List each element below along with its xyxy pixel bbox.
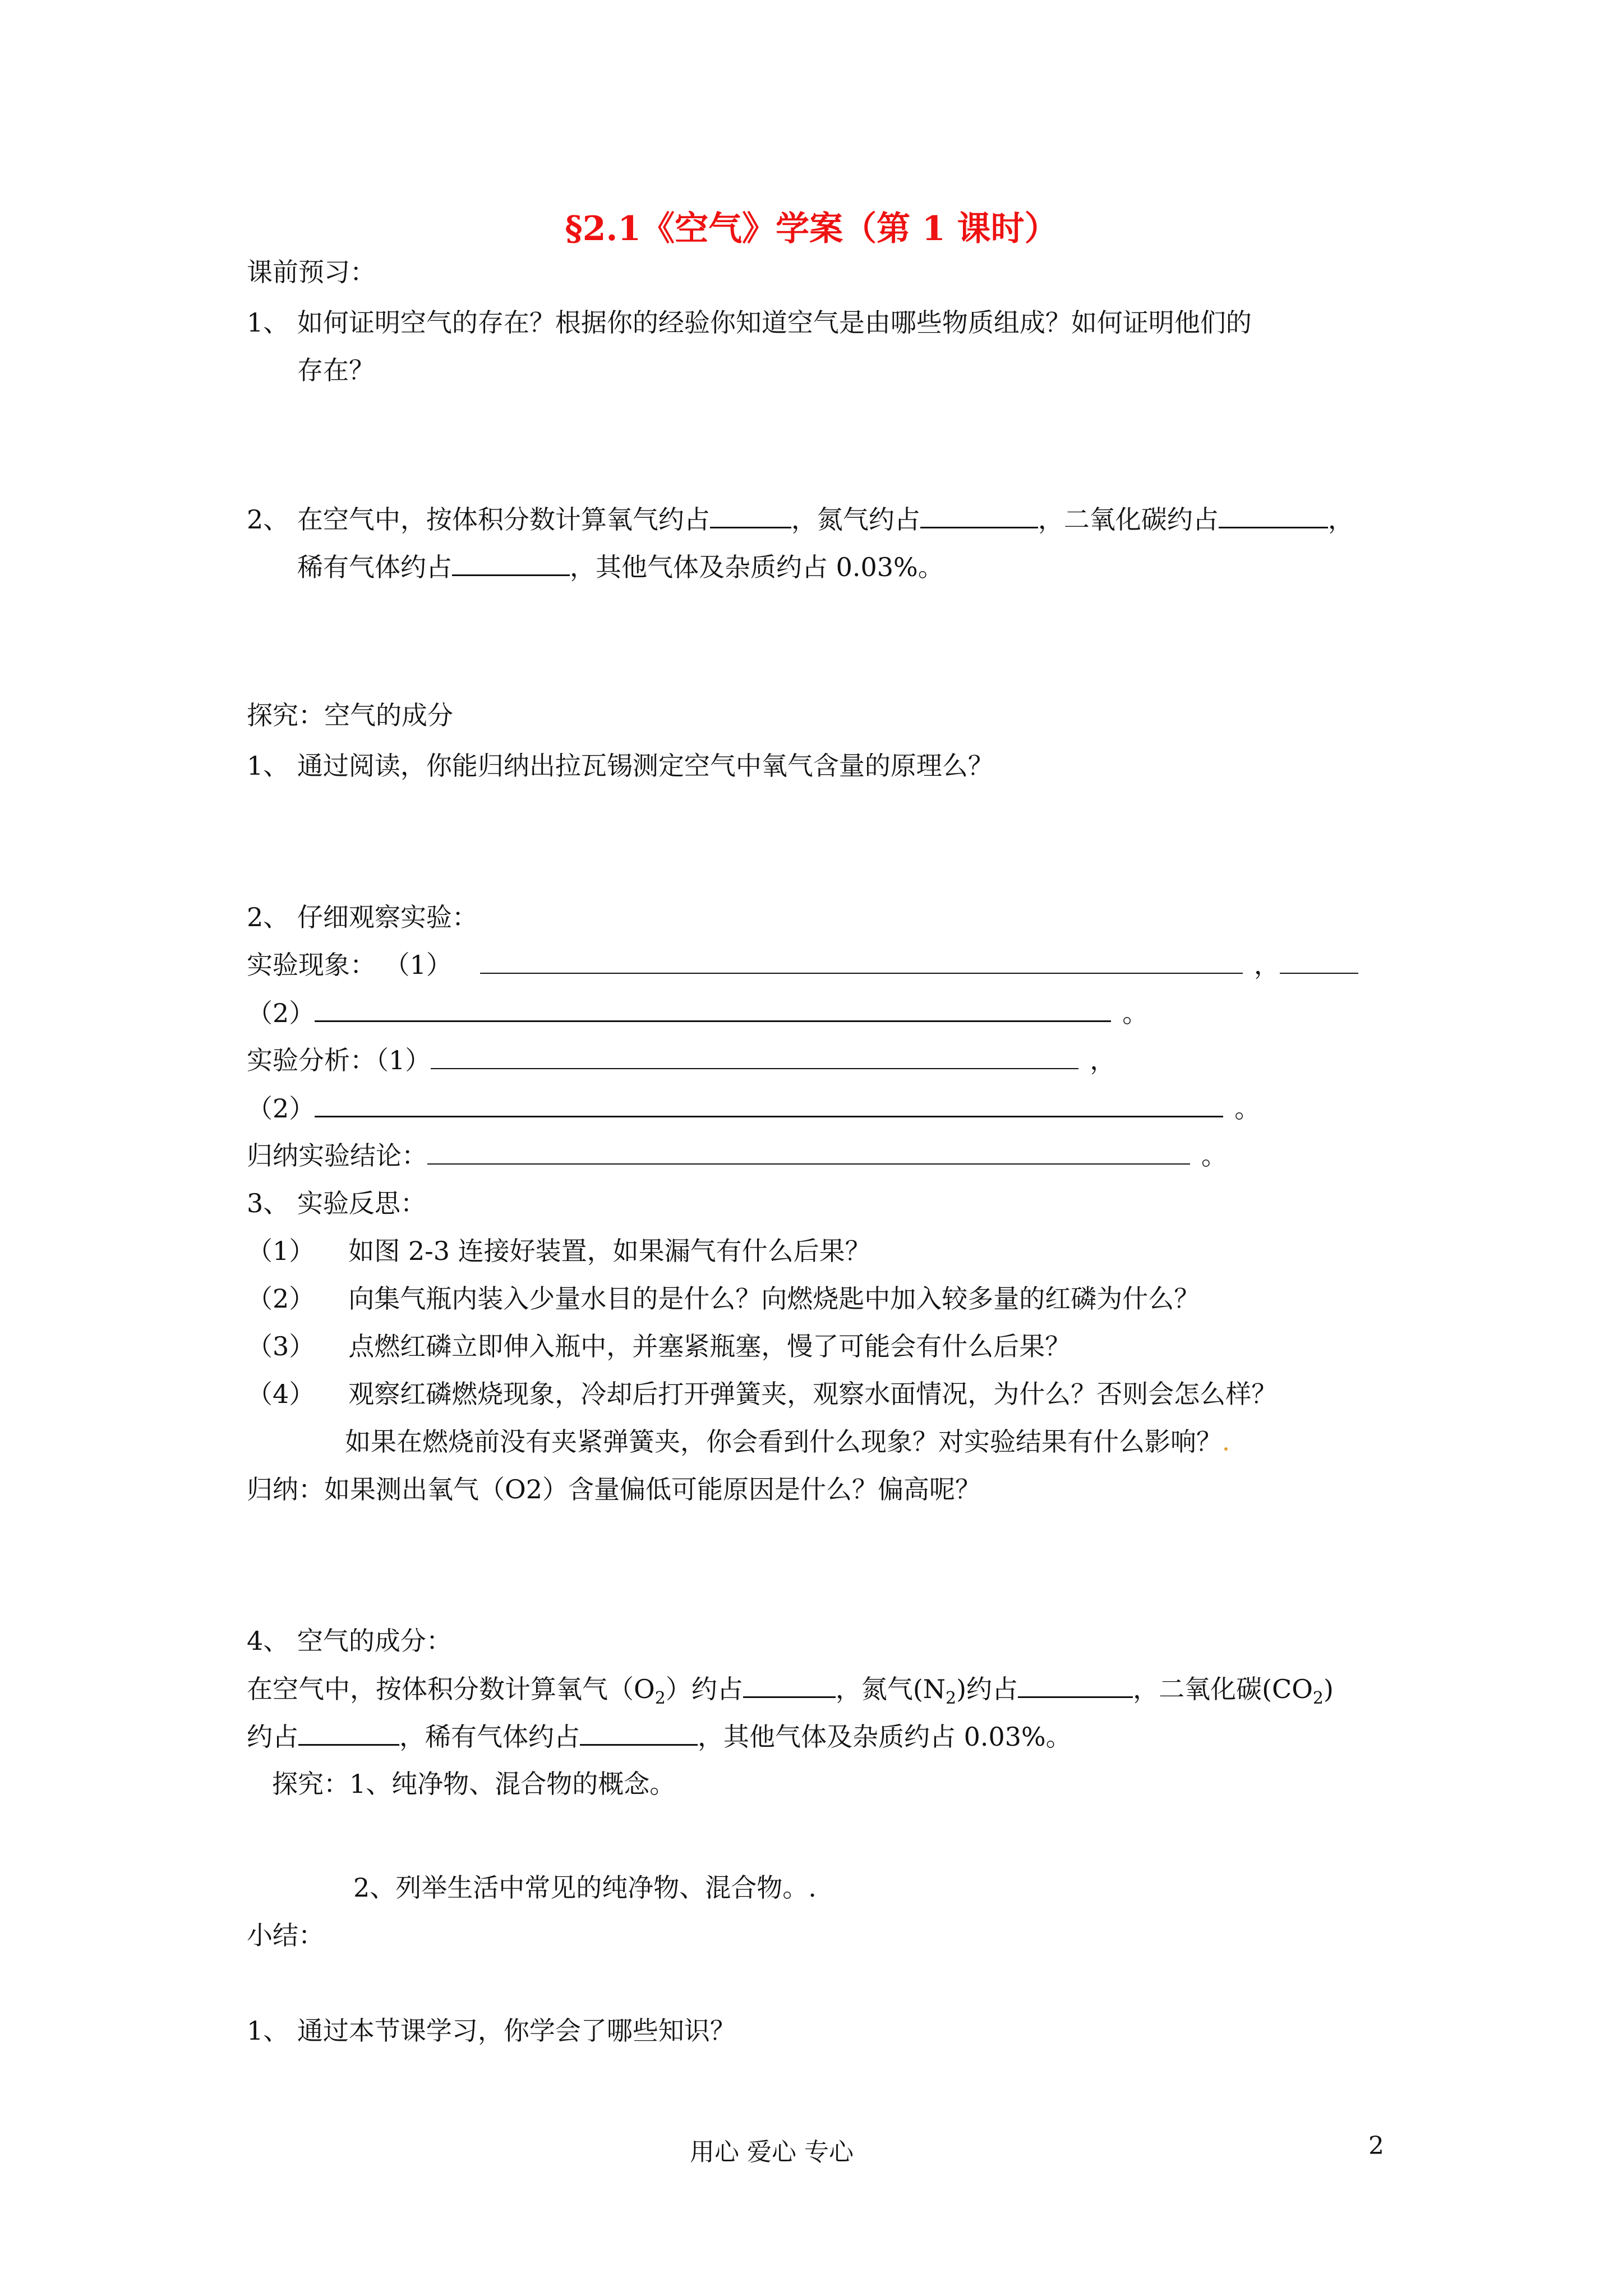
analysis-2-label: （2） <box>247 1093 315 1124</box>
composition-line1 <box>247 1672 1334 1715</box>
composition-heading: 4、 空气的成分： <box>247 1626 452 1656</box>
explore-examples: 2、列举生活中常见的纯净物、混合物。. <box>353 1872 817 1903</box>
analysis-comma: ， <box>1090 1045 1116 1075</box>
page-number: 2 <box>1368 2132 1384 2160</box>
reflection-1-num: （1） <box>247 1236 315 1266</box>
conclusion-period: 。 <box>1201 1140 1227 1171</box>
composition-text-a: 在空气中，按体积分数计算氧气（O <box>247 1674 655 1704</box>
reflection-1-text: 如图 2-3 连接好装置，如果漏气有什么后果？ <box>348 1236 871 1266</box>
composition-oxygen-blank[interactable] <box>743 1672 836 1698</box>
conclusion-line <box>247 1139 1227 1172</box>
analysis-line1 <box>247 1043 1115 1077</box>
analysis-line2 <box>247 1091 1260 1125</box>
nitrogen-blank[interactable] <box>920 502 1038 528</box>
n2-subscript: 2 <box>946 1688 957 1709</box>
reflection-4-num: （4） <box>247 1379 315 1409</box>
conclusion-blank[interactable] <box>427 1139 1190 1165</box>
preview-q1-line1: 1、 如何证明空气的存在？根据你的经验你知道空气是由哪些物质组成？如何证明他们的 <box>247 307 1252 338</box>
explore-concept: 探究：1、纯净物、混合物的概念。 <box>272 1769 676 1799</box>
explore-q1: 1、 通过阅读，你能归纳出拉瓦锡测定空气中氧气含量的原理么？ <box>247 751 994 781</box>
composition-text-g: 约占 <box>247 1722 298 1752</box>
reflection-4-text2: 如果在燃烧前没有夹紧弹簧夹，你会看到什么现象？对实验结果有什么影响？ <box>345 1427 1222 1457</box>
composition-text-i: ，其他气体及杂质约占 0.03%。 <box>698 1722 1072 1752</box>
composition-nitrogen-blank[interactable] <box>1018 1672 1133 1698</box>
summary-question: 归纳：如果测出氧气（O2）含量偏低可能原因是什么？偏高呢？ <box>247 1474 981 1504</box>
explore-heading: 探究：空气的成分 <box>247 700 453 730</box>
reflection-2-text: 向集气瓶内装入少量水目的是什么？向燃烧匙中加入较多量的红磷为什么？ <box>348 1283 1200 1314</box>
reflection-4 <box>247 1377 1277 1411</box>
summary-q1: 1、 通过本节课学习，你学会了哪些知识？ <box>247 2016 736 2046</box>
preview-q2-line2 <box>297 550 944 584</box>
reflection-3 <box>247 1329 1071 1363</box>
preview-q2-text-b: ，氮气约占 <box>791 504 920 535</box>
phenomenon-line1 <box>247 948 1358 982</box>
preview-q1-line2: 存在？ <box>297 355 375 385</box>
conclusion-label: 归纳实验结论： <box>247 1140 427 1171</box>
oxygen-blank[interactable] <box>710 502 791 528</box>
composition-line2 <box>247 1719 1072 1754</box>
footer-motto: 用心 爱心 专心 <box>690 2138 854 2166</box>
reflection-3-num: （3） <box>247 1331 315 1361</box>
reflection-4-line2 <box>345 1425 1228 1458</box>
o2-subscript: 2 <box>654 1688 666 1709</box>
preview-heading: 课前预习： <box>247 257 376 287</box>
summary-heading: 小结： <box>247 1920 324 1950</box>
rare-gas-blank[interactable] <box>452 550 570 576</box>
co2-blank[interactable] <box>1219 502 1328 528</box>
reflection-1 <box>247 1234 871 1268</box>
phenomenon-2-blank[interactable] <box>315 996 1111 1022</box>
phenomenon-1-extra-blank[interactable] <box>1280 948 1358 974</box>
reflection-heading: 3、 实验反思： <box>247 1188 426 1218</box>
reflection-4-text: 观察红磷燃烧现象，冷却后打开弹簧夹，观察水面情况，为什么？否则会怎么样？ <box>348 1379 1278 1409</box>
composition-text-h: ，稀有气体约占 <box>399 1722 580 1752</box>
analysis-period: 。 <box>1234 1093 1261 1124</box>
composition-text-e: ，二氧化碳(CO <box>1133 1674 1313 1704</box>
phenomenon-line2 <box>247 996 1148 1030</box>
phenomenon-label: 实验现象： （1） <box>247 950 452 980</box>
composition-rare-gas-blank[interactable] <box>580 1719 698 1746</box>
reflection-2-num: （2） <box>247 1283 315 1314</box>
mark-dot <box>1224 1447 1228 1451</box>
preview-q2-text-c: ，二氧化碳约占 <box>1038 504 1219 535</box>
preview-q2-text-f: ，其他气体及杂质约占 0.03%。 <box>570 552 944 582</box>
preview-q2-text-a: 2、 在空气中，按体积分数计算氧气约占 <box>247 504 710 535</box>
phenomenon-2-label: （2） <box>247 998 315 1028</box>
preview-q2-text-d: ， <box>1327 504 1354 535</box>
co2-subscript: 2 <box>1312 1688 1324 1709</box>
analysis-label: 实验分析：（1） <box>247 1045 431 1075</box>
preview-q2-line1 <box>247 502 1354 536</box>
page-title: §2.1《空气》学案（第 1 课时） <box>565 209 1058 249</box>
composition-text-f: ) <box>1324 1674 1334 1704</box>
analysis-1-blank[interactable] <box>431 1043 1078 1069</box>
preview-q2-text-e: 稀有气体约占 <box>297 552 452 582</box>
phenomenon-comma: ， <box>1253 950 1280 980</box>
reflection-3-text: 点燃红磷立即伸入瓶中，并塞紧瓶塞，慢了可能会有什么后果？ <box>348 1331 1071 1361</box>
phenomenon-period: 。 <box>1122 998 1149 1028</box>
composition-text-b: ）约占 <box>665 1674 743 1704</box>
analysis-2-blank[interactable] <box>315 1091 1223 1117</box>
explore-q2: 2、 仔细观察实验： <box>247 902 478 932</box>
reflection-2 <box>247 1282 1200 1315</box>
phenomenon-1-blank[interactable] <box>480 948 1243 974</box>
composition-co2-blank[interactable] <box>298 1719 399 1746</box>
composition-text-c: ，氮气(N <box>835 1674 946 1704</box>
composition-text-d: )约占 <box>956 1674 1018 1704</box>
